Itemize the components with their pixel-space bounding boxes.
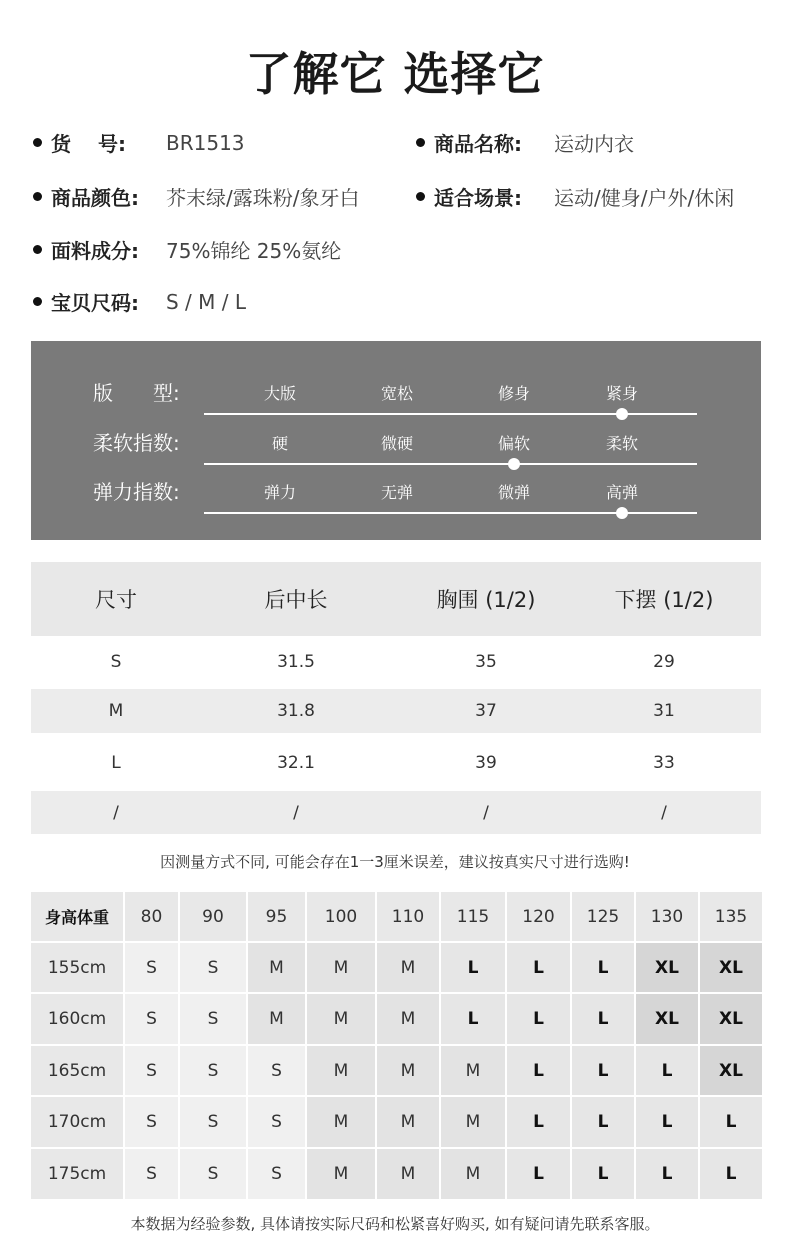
info-product-name [416,128,634,157]
fit-option: 偏软 [497,434,530,453]
table-cell: S [180,1149,246,1199]
column-header: 后中长 [264,588,328,612]
info-value: 运动/健身/户外/休闲 [554,186,735,210]
table-cell: L [700,1097,762,1147]
table-cell: L [572,943,634,992]
row-header: 160cm [31,994,123,1044]
table-cell: L [572,1149,634,1199]
fit-option: 宽松 [380,384,413,403]
table-cell: 32.1 [277,753,315,773]
table-row [31,689,761,733]
size-table-header [31,562,761,636]
table-cell: L [507,994,570,1044]
table-cell: S [125,1097,178,1147]
page-title: 了解它 选择它 [245,47,545,101]
table-cell: S [248,1149,305,1199]
fit-indicator-dot [508,458,520,470]
table-row [31,733,761,793]
table-cell: 31.5 [277,652,315,672]
fit-indicator-dot [616,507,628,519]
table-cell: L [507,1149,570,1199]
table-cell: L [441,943,505,992]
table-cell: S [125,994,178,1044]
table-cell: XL [700,1046,762,1095]
table-cell: / [661,802,667,823]
column-header: 100 [307,892,375,941]
table-cell: XL [636,943,698,992]
measure-note: 因测量方式不同, 可能会存在1一3厘米误差，建议按真实尺寸进行选购! [160,853,630,871]
bullet-icon [416,138,425,147]
table-cell: 31.8 [277,701,315,721]
fit-option: 无弹 [380,483,413,502]
table-corner-label: 身高体重 [31,892,123,941]
table-cell: M [307,943,375,992]
table-cell: / [293,802,299,823]
table-cell: M [377,994,439,1044]
table-cell: L [111,753,121,773]
table-cell: 39 [475,753,497,773]
fit-option: 柔软 [605,434,638,453]
table-cell: M [377,1149,439,1199]
column-header: 下摆 (1/2) [614,588,714,612]
table-cell: 37 [475,701,497,721]
table-cell: 35 [475,652,497,672]
info-value: 芥末绿/露珠粉/象牙白 [166,186,360,210]
column-header: 115 [441,892,505,941]
table-cell: L [636,1149,698,1199]
row-header: 170cm [31,1097,123,1147]
table-cell: M [441,1097,505,1147]
table-cell: M [248,943,305,992]
table-cell: XL [700,943,762,992]
table-cell: 29 [653,652,675,672]
table-cell: XL [636,994,698,1044]
column-header: 胸围 (1/2) [436,588,536,612]
table-cell: M [377,1046,439,1095]
fit-indicator-dot [616,408,628,420]
fit-scale-line [204,463,697,465]
table-cell: S [125,943,178,992]
bullet-icon [33,245,42,254]
info-label: 商品名称: [434,132,522,156]
table-cell: M [307,994,375,1044]
fit-option: 高弹 [605,483,638,502]
table-cell: L [572,1097,634,1147]
table-cell: 31 [653,701,675,721]
table-cell: S [110,652,122,672]
row-header: 155cm [31,943,123,992]
table-cell: L [700,1149,762,1199]
table-cell: L [636,1097,698,1147]
column-header: 130 [636,892,698,941]
info-color [33,182,360,211]
fit-option: 微弹 [497,483,530,502]
info-item-no [33,128,245,157]
fit-option: 硬 [271,434,288,453]
row-header: 175cm [31,1149,123,1199]
column-header: 尺寸 [95,588,137,612]
fit-row-label: 弹力指数: [93,480,180,504]
table-cell: / [113,802,119,823]
table-row [31,791,761,834]
table-cell: S [125,1149,178,1199]
fit-row-label: 版 型: [93,381,180,405]
info-label: 商品颜色: [51,186,139,210]
info-label: 货 号: [51,132,126,156]
table-cell: S [180,994,246,1044]
row-header: 165cm [31,1046,123,1095]
table-cell: XL [700,994,762,1044]
table-cell: S [125,1046,178,1095]
info-label: 面料成分: [51,239,139,263]
fit-row [31,427,761,477]
info-label: 适合场景: [434,186,522,210]
table-cell: M [307,1046,375,1095]
info-value: 运动内衣 [554,132,634,156]
table-cell: M [307,1149,375,1199]
table-cell: M [307,1097,375,1147]
table-cell: M [248,994,305,1044]
table-cell: S [248,1046,305,1095]
table-cell: L [507,1046,570,1095]
fit-row [31,377,761,427]
column-header: 80 [125,892,178,941]
table-cell: S [248,1097,305,1147]
fit-row-label: 柔软指数: [93,431,180,455]
fit-row [31,476,761,526]
table-cell: S [180,943,246,992]
table-cell: M [377,1097,439,1147]
column-header: 110 [377,892,439,941]
info-scene [416,182,735,211]
bullet-icon [33,192,42,201]
table-cell: L [572,1046,634,1095]
fit-indicator-panel [31,341,761,540]
fit-option: 微硬 [380,434,413,453]
table-cell: L [507,943,570,992]
table-cell: M [377,943,439,992]
table-cell: M [441,1046,505,1095]
table-cell: M [108,701,124,721]
bullet-icon [33,138,42,147]
table-cell: L [636,1046,698,1095]
column-header: 135 [700,892,762,941]
info-fabric [33,235,342,264]
info-value: 75%锦纶 25%氨纶 [166,239,342,263]
info-value: S / M / L [166,289,246,314]
table-cell: / [483,802,489,823]
footer-note: 本数据为经验参数, 具体请按实际尺码和松紧喜好购买, 如有疑问请先联系客服。 [130,1215,660,1233]
table-cell: M [441,1149,505,1199]
column-header: 90 [180,892,246,941]
fit-option: 大版 [263,384,296,403]
table-cell: L [441,994,505,1044]
table-cell: L [507,1097,570,1147]
table-row [31,636,761,688]
info-label: 宝贝尺码: [51,291,139,315]
fit-option: 修身 [497,384,530,403]
fit-option: 弹力 [263,483,296,502]
table-cell: L [572,994,634,1044]
table-cell: S [180,1097,246,1147]
bullet-icon [416,192,425,201]
info-value: BR1513 [166,130,245,155]
table-cell: 33 [653,753,675,773]
fit-option: 紧身 [605,384,638,403]
column-header: 95 [248,892,305,941]
column-header: 125 [572,892,634,941]
info-size [33,287,246,316]
column-header: 120 [507,892,570,941]
table-cell: S [180,1046,246,1095]
bullet-icon [33,297,42,306]
